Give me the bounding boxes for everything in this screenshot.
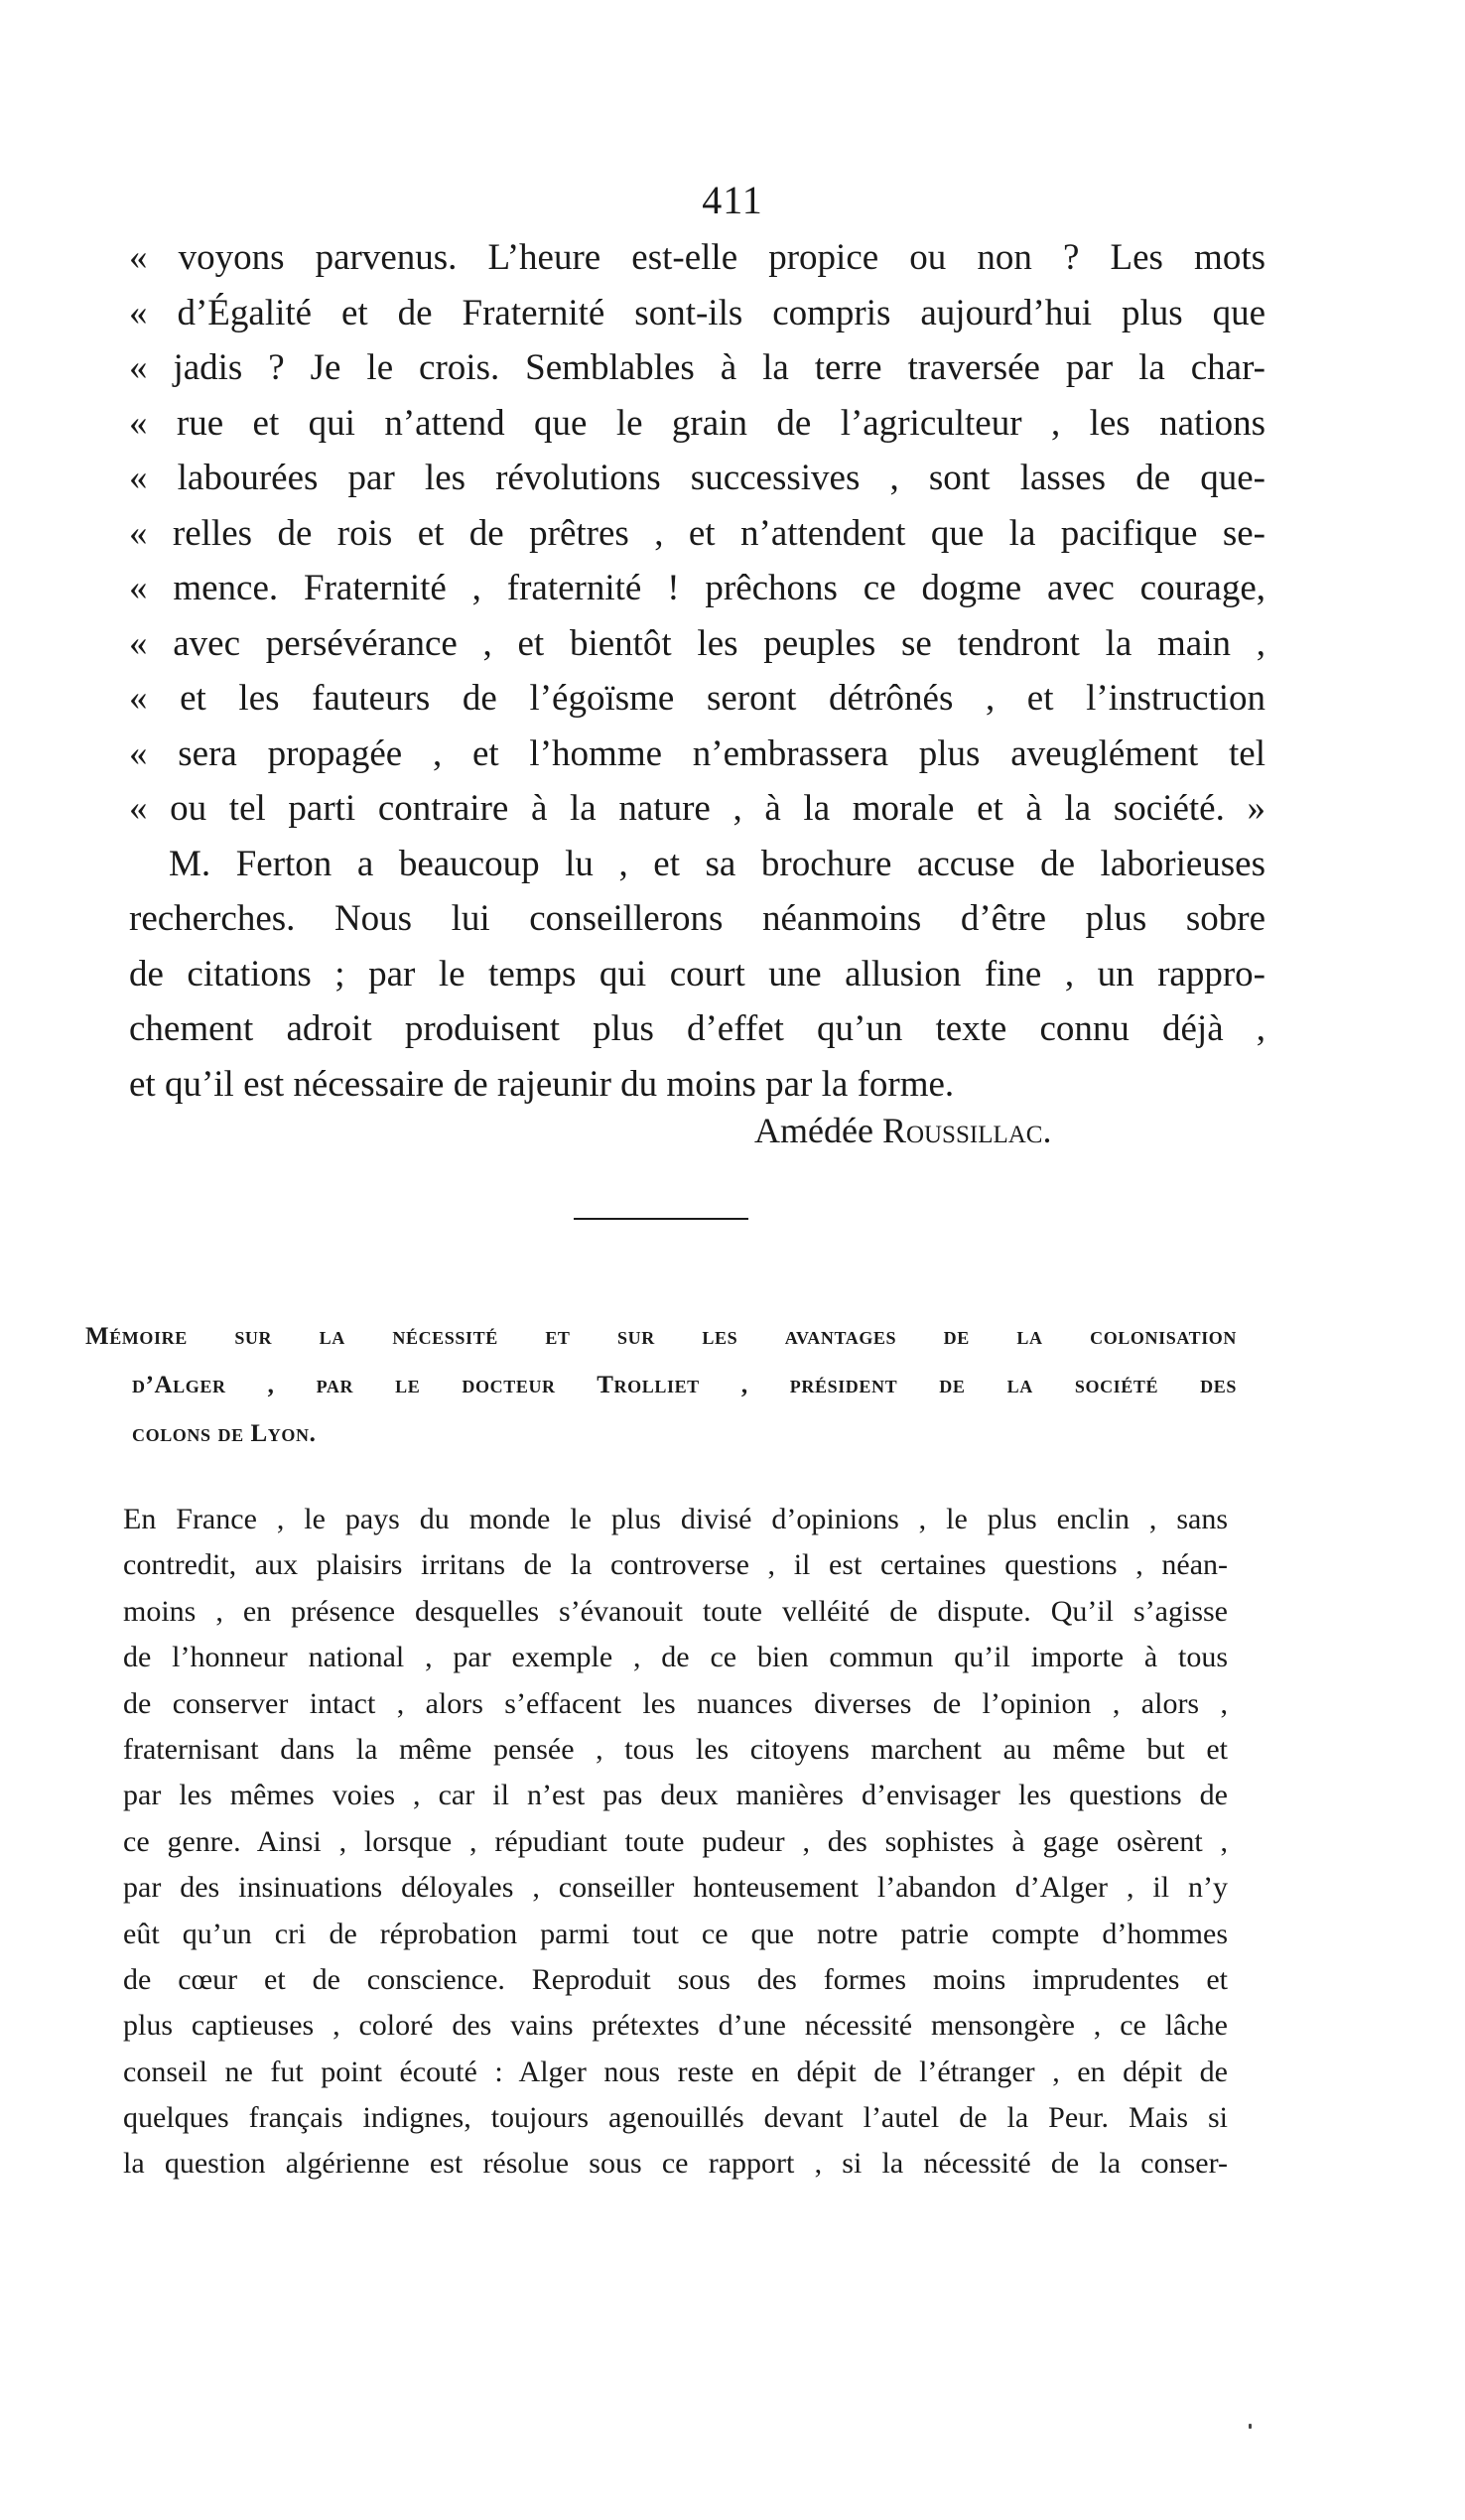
signature-last-name: Roussillac. [881, 1111, 1052, 1150]
review-line: chement adroit produisent plus d’effet qu’un texte connu déjà , [129, 1008, 1265, 1049]
section-divider [574, 1218, 748, 1220]
review-line: « jadis ? Je le crois. Semblables à la terre traversée par la char- [129, 347, 1265, 388]
body-line: En France , le pays du monde le plus divisé d’opinions , le plus enclin , sans [123, 1503, 1228, 1535]
article-title-line: Mémoire sur la nécessité et sur les avantages de la colonisation [85, 1323, 1237, 1350]
article-title-line: d’Alger , par le docteur Trolliet , président de la société des [132, 1372, 1237, 1398]
author-signature [754, 1110, 1051, 1151]
body-line: plus captieuses , coloré des vains prétextes d’une nécessité mensongère , ce lâche [123, 2009, 1228, 2043]
review-line: « avec persévérance , et bientôt les peuples se tendront la main , [129, 622, 1265, 664]
body-line: la question algérienne est résolue sous ce rapport , si la nécessité de la conser- [123, 2147, 1228, 2181]
body-line: de cœur et de conscience. Reproduit sous des formes moins imprudentes et [123, 1962, 1228, 1996]
review-line: « relles de rois et de prêtres , et n’attendent que la pacifique se- [129, 512, 1265, 554]
body-line: conseil ne fut point écouté : Alger nous reste en dépit de l’étranger , en dépit de [123, 2055, 1228, 2088]
review-line: « mence. Fraternité , fraternité ! prêchons ce dogme avec courage, [129, 568, 1265, 608]
review-line: « d’Égalité et de Fraternité sont-ils compris aujourd’hui plus que [129, 292, 1265, 333]
body-line: contredit, aux plaisirs irritans de la controverse , il est certaines questions , néan- [123, 1548, 1228, 1582]
signature-first-name: Amédée [754, 1111, 873, 1150]
body-line: fraternisant dans la même pensée , tous les citoyens marchent au même but et [123, 1732, 1228, 1766]
page-number: 411 [702, 178, 763, 222]
review-text [129, 230, 1265, 1112]
review-line: « voyons parvenus. L’heure est-elle propice ou non ? Les mots [129, 237, 1265, 278]
body-line: eût qu’un cri de réprobation parmi tout ce que notre patrie compte d’hommes [123, 1917, 1228, 1950]
review-line: de citations ; par le temps qui court une allusion fine , un rappro- [129, 953, 1265, 995]
body-line: moins , en présence desquelles s’évanouit toute velléité de dispute. Qu’il s’agisse [123, 1594, 1228, 1628]
body-line: par des insinuations déloyales , conseiller honteusement l’abandon d’Alger , il n’y [123, 1871, 1228, 1905]
review-line: « ou tel parti contraire à la nature , à la morale et à la société. » [129, 788, 1265, 829]
body-line: par les mêmes voies , car il n’est pas deux manières d’envisager les questions de [123, 1779, 1228, 1812]
review-line: « rue et qui n’attend que le grain de l’agriculteur , les nations [129, 402, 1265, 444]
article-body [123, 1497, 1228, 2188]
article-title [85, 1312, 1237, 1458]
review-line: M. Ferton a beaucoup lu , et sa brochure accuse de laborieuses [169, 843, 1265, 884]
review-line: recherches. Nous lui conseillerons néanmoins d’être plus sobre [129, 898, 1265, 939]
review-line: et qu’il est nécessaire de rajeunir du moins par la forme. [129, 1063, 955, 1105]
body-line: ce genre. Ainsi , lorsque , répudiant toute pudeur , des sophistes à gage osèrent , [123, 1824, 1228, 1858]
body-line: de conserver intact , alors s’effacent les nuances diverses de l’opinion , alors , [123, 1686, 1228, 1720]
review-line: « et les fauteurs de l’égoïsme seront détrônés , et l’instruction [129, 678, 1265, 719]
scan-speck [1249, 2424, 1252, 2429]
body-line: de l’honneur national , par exemple , de ce bien commun qu’il importe à tous [123, 1641, 1228, 1674]
body-line: quelques français indignes, toujours agenouillés devant l’autel de la Peur. Mais si [123, 2101, 1228, 2135]
review-line: « labourées par les révolutions successives , sont lasses de que- [129, 458, 1265, 498]
article-title-line: colons de Lyon. [132, 1420, 317, 1447]
review-line: « sera propagée , et l’homme n’embrassera plus aveuglément tel [129, 732, 1265, 774]
